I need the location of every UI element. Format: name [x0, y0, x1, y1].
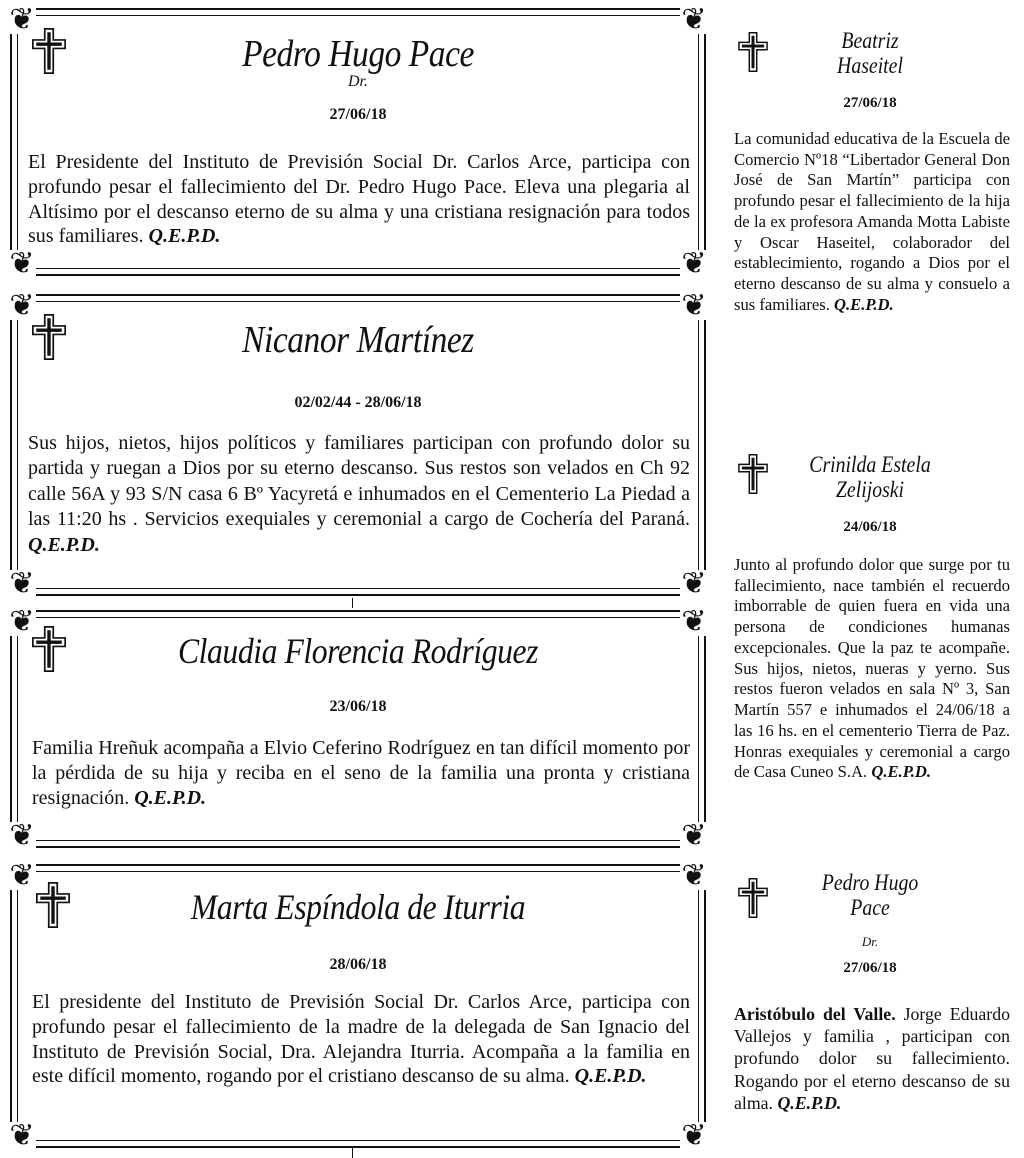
side-notice-date: 24/06/18 [843, 519, 897, 535]
notice-marta-espindola-de-iturria [9, 859, 707, 1152]
qepd-label: Q.E.P.D. [834, 294, 894, 314]
qepd-label: Q.E.P.D. [148, 225, 221, 248]
side-notice-text: Junto al profundo dolor que surge por tu fallecimiento, nace también el recuerdo imborrable de quien fuera en vida una persona de condiciones humanas excepcionales. Que la paz te acompañe. Sus hijos, nietos, nueras y yerno. Sus restos fueron velados en sala Nº 3, San Martín 557 e inhumados el 24/06/18 a las 16 hs. en el cementerio Tierra de Paz. Honras exequiales y ceremonial a cargo de Casa Cuneo S.A. Q.E.P.D. [734, 555, 1010, 782]
notice-text: Familia Hreñuk acompaña a Elvio Ceferino Rodríguez en tan difícil momento por la pérdida de su hija y reciba en el seno de la familia una pronta y cristiana resignación. Q.E.P.D. [32, 737, 690, 809]
floral-corner-icon: ❦ [681, 3, 707, 36]
floral-corner-icon: ❦ [9, 3, 35, 36]
floral-corner-icon: ❦ [681, 247, 707, 280]
notice-name: Nicanor Martínez [242, 319, 474, 361]
notice-text: Sus hijos, nietos, hijos políticos y familiares participan con profundo dolor su partida y ruegan a Dios por su eterno descanso. Sus restos son velados en Ch 92 calle 56A y 93 S/N casa 6 Bº Yacyretá e inhumados en el Cementerio La Piedad a las 11:20 hs . Servicios exequiales y ceremonial a cargo de Cochería del Paraná. Q.E.P.D. [28, 432, 690, 556]
side-notice-name-line1: Crinilda Estela [809, 452, 931, 477]
qepd-label: Q.E.P.D. [574, 1065, 647, 1088]
qepd-label: Q.E.P.D. [28, 533, 100, 556]
floral-corner-icon: ❦ [9, 605, 35, 638]
floral-corner-icon: ❦ [9, 289, 35, 322]
side-notice-name [775, 870, 964, 921]
floral-corner-icon: ❦ [681, 567, 707, 600]
notice-text: El presidente del Instituto de Previsión Social Dr. Carlos Arce, participa con profundo pesar el fallecimiento de la madre de la delegada de San Ignacio del Instituto de Previsión Social, Dra. Alejandra Iturria. Acompaña a la familia en este difícil momento, rogando por el cristiano descanso de su alma. Q.E.P.D. [32, 991, 690, 1088]
notice-title: Dr. [347, 73, 368, 90]
side-notice-text: La comunidad educativa de la Escuela de Comercio Nº18 “Libertador General Don José de San Martín” participa con profundo pesar el fallecimiento de la hija de la ex profesora Amanda Motta Labiste y Oscar Haseitel, colaborador del establecimiento, rogando a Dios por el eterno descanso de su alma y consuelo a sus familiares. Q.E.P.D. [734, 129, 1010, 314]
column-divider-mark [352, 598, 353, 608]
side-notice-name-line1: Pedro Hugo [821, 870, 919, 895]
notice-pedro-hugo-pace [9, 3, 707, 280]
notice-name: Claudia Florencia Rodríguez [177, 631, 539, 671]
notice-date: 02/02/44 - 28/06/18 [294, 394, 422, 411]
side-notice-name-line2: Zelijoski [835, 477, 905, 503]
side-notice-lead: Aristóbulo del Valle. [734, 1004, 896, 1024]
side-notice-name-line2: Haseitel [837, 53, 903, 79]
notice-date: 23/06/18 [329, 698, 387, 715]
floral-corner-icon: ❦ [681, 859, 707, 892]
floral-corner-icon: ❦ [9, 859, 35, 892]
side-notice-title: Dr. [861, 934, 879, 949]
qepd-label: Q.E.P.D. [777, 1092, 842, 1113]
floral-corner-icon: ❦ [9, 819, 35, 852]
notice-claudia-florencia-rodriguez [9, 605, 707, 852]
notice-date: 28/06/18 [329, 956, 387, 973]
side-notice-text: Aristóbulo del Valle. Jorge Eduardo Vallejos y familia , participan con profundo dolor su fallecimiento. Rogando por el eterno descanso de su alma. Q.E.P.D. [734, 1004, 1010, 1113]
side-notice-date: 27/06/18 [843, 960, 897, 976]
side-notice-name [775, 452, 964, 503]
floral-corner-icon: ❦ [681, 819, 707, 852]
floral-corner-icon: ❦ [9, 247, 35, 280]
notice-nicanor-martinez [9, 289, 707, 600]
floral-corner-icon: ❦ [681, 1119, 707, 1152]
cross-icon [738, 32, 768, 72]
notice-name: Pedro Hugo Pace [242, 33, 474, 75]
cross-icon [738, 454, 768, 494]
notice-text: El Presidente del Instituto de Previsión Social Dr. Carlos Arce, participa con profundo pesar el fallecimiento del Dr. Pedro Hugo Pace. Eleva una plegaria al Altísimo por el descanso eterno de su alma y una cristiana resignación para todos sus familiares. Q.E.P.D. [28, 151, 690, 248]
floral-corner-icon: ❦ [681, 289, 707, 322]
notice-date: 27/06/18 [329, 106, 387, 123]
qepd-label: Q.E.P.D. [134, 786, 207, 809]
side-notice-name [775, 28, 964, 79]
floral-corner-icon: ❦ [681, 605, 707, 638]
cross-icon [738, 878, 768, 918]
side-notice-name-line2: Pace [850, 895, 890, 921]
floral-corner-icon: ❦ [9, 1119, 35, 1152]
qepd-label: Q.E.P.D. [871, 762, 931, 782]
side-notice-name-line1: Beatriz [841, 28, 899, 53]
notice-name: Marta Espíndola de Iturria [190, 887, 526, 927]
floral-corner-icon: ❦ [9, 567, 35, 600]
side-notice-date: 27/06/18 [843, 95, 897, 111]
